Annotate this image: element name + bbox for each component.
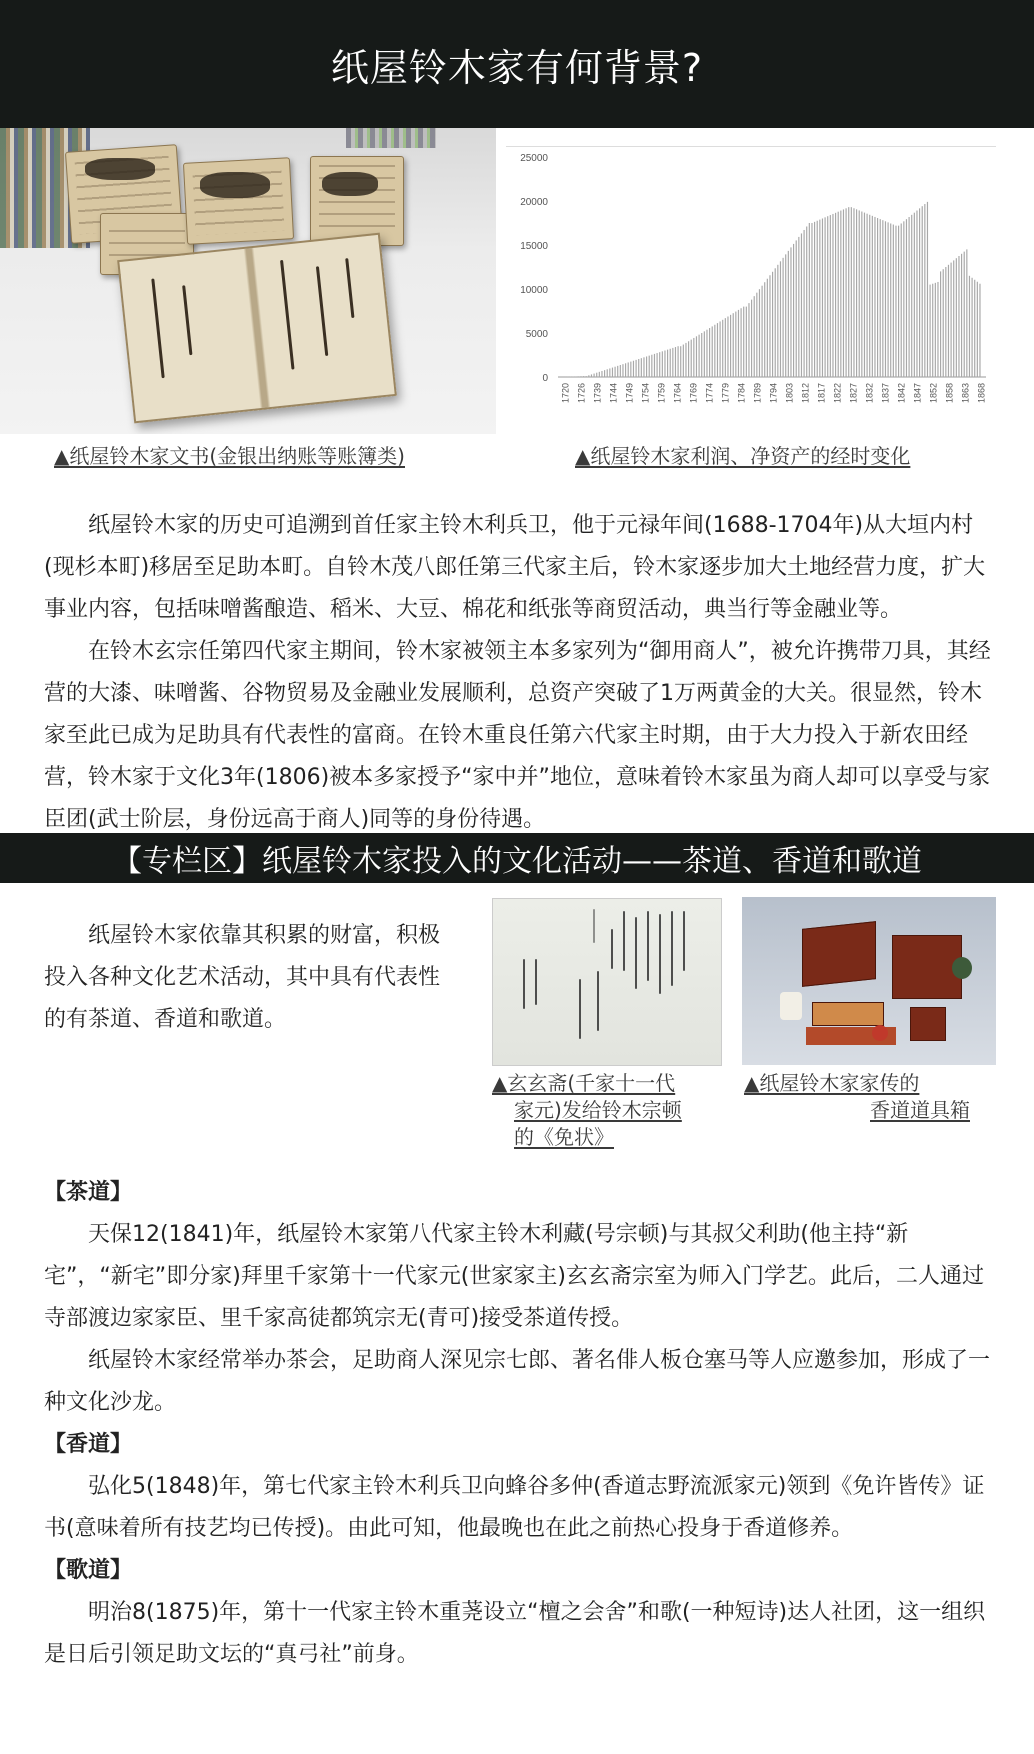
chart-bar: [914, 213, 915, 377]
x-tick-label: 1784: [736, 383, 747, 404]
chart-bar: [659, 352, 660, 377]
chart-bar: [882, 220, 883, 377]
chart-bar: [638, 359, 639, 377]
chart-bar: [806, 226, 807, 377]
chart-bar: [948, 265, 949, 377]
chart-bar: [932, 284, 933, 377]
chart-bar: [827, 216, 828, 377]
chart-bar: [751, 300, 752, 377]
chart-bar: [662, 351, 663, 377]
chart-bar: [609, 368, 610, 377]
chart-bar: [974, 280, 975, 377]
x-tick-label: 1779: [720, 383, 731, 404]
y-tick-label: 20000: [520, 197, 548, 208]
x-tick-label: 1794: [768, 383, 779, 404]
page-title-bar: [0, 0, 1034, 128]
x-tick-label: 1817: [816, 383, 827, 404]
x-tick-label: 1842: [896, 383, 907, 404]
y-tick-label: 15000: [520, 241, 548, 252]
y-tick-label: 10000: [520, 285, 548, 296]
chart-bar: [811, 223, 812, 377]
chart-bar: [840, 211, 841, 377]
x-tick-label: 1720: [560, 383, 571, 404]
chart-bar: [966, 249, 967, 377]
chart-bar: [743, 307, 744, 377]
chart-bar: [964, 252, 965, 377]
chart-bar: [762, 286, 763, 377]
chart-bar: [832, 214, 833, 377]
chart-bar: [727, 317, 728, 378]
tea-paragraph-1: 天保12(1841)年，纸屋铃木家第八代家主铃木利藏(号宗顿)与其叔父利助(他主持“新宅”，“新宅”即分家)拜里千家第十一代家元(世家家主)玄玄斋宗室为师入门学艺。此后，二人通过寺部渡边家家臣、里千家高徒都筑宗无(青可)接受茶道传授。: [44, 1222, 984, 1331]
chart-bar: [709, 328, 710, 377]
chart-bar: [649, 356, 650, 377]
chart-bar: [838, 212, 839, 377]
chart-bar: [764, 282, 765, 377]
x-tick-label: 1774: [704, 383, 715, 404]
chart-bar: [927, 202, 928, 377]
chart-bar: [706, 330, 707, 377]
chart-bar: [977, 282, 978, 377]
culture-sections: [44, 1172, 994, 1676]
chart-bar: [772, 272, 773, 377]
chart-bar: [769, 275, 770, 377]
chart-bar: [670, 349, 671, 377]
chart-bar: [895, 226, 896, 377]
chart-bar: [817, 221, 818, 377]
x-tick-label: 1749: [624, 383, 635, 404]
chart-bar: [877, 218, 878, 377]
chart-bar: [654, 354, 655, 377]
chart-bar: [680, 346, 681, 377]
x-tick-label: 1822: [832, 383, 843, 404]
chart-bar: [903, 221, 904, 377]
chart-bar: [780, 261, 781, 377]
chart-bar: [869, 215, 870, 377]
x-tick-label: 1863: [960, 383, 971, 404]
chart-bar: [588, 375, 589, 377]
chart-bar: [620, 365, 621, 377]
chart-bar: [898, 226, 899, 377]
x-tick-label: 1827: [848, 383, 859, 404]
chart-bar: [909, 217, 910, 377]
chart-bar: [822, 218, 823, 377]
chart-bar: [696, 336, 697, 377]
top-images: [0, 128, 1034, 498]
chart-bar: [759, 289, 760, 377]
chart-bar: [594, 374, 595, 377]
chart-bar: [733, 313, 734, 377]
x-tick-label: 1847: [912, 383, 923, 404]
chart-bar: [607, 369, 608, 377]
chart-bar: [683, 345, 684, 377]
chart-bar: [651, 355, 652, 377]
incense-box-photo: [742, 897, 996, 1065]
chart-bar: [672, 348, 673, 377]
x-tick-label: 1868: [976, 383, 987, 404]
chart-bar: [801, 233, 802, 377]
chart-bar: [793, 244, 794, 377]
x-tick-label: 1852: [928, 383, 939, 404]
poetry-heading: 【歌道】: [44, 1558, 133, 1583]
chart-bar: [853, 208, 854, 377]
chart-bar: [756, 293, 757, 377]
chart-bar: [591, 374, 592, 377]
chart-bar: [856, 209, 857, 377]
chart-bar: [785, 254, 786, 377]
chart-bar: [848, 207, 849, 377]
chart-bar: [843, 209, 844, 377]
chart-bar: [580, 376, 581, 377]
chart-bar: [846, 208, 847, 377]
chart-bar: [861, 212, 862, 377]
chart-bar: [930, 285, 931, 377]
ledger-books-photo: [0, 128, 496, 434]
chart-bar: [735, 312, 736, 377]
chart-bar: [699, 335, 700, 377]
chart-bar: [951, 263, 952, 377]
chart-bar: [741, 308, 742, 377]
chart-bar: [953, 260, 954, 377]
chart-bar: [636, 360, 637, 377]
chart-bar: [893, 225, 894, 377]
chart-bar: [937, 282, 938, 377]
chart-bar: [625, 363, 626, 377]
x-tick-label: 1769: [688, 383, 699, 404]
chart-bar: [578, 376, 579, 377]
chart-bar: [646, 356, 647, 377]
chart-bar: [945, 267, 946, 377]
x-tick-label: 1726: [576, 383, 587, 404]
chart-bar: [888, 222, 889, 377]
intro-text: [44, 505, 994, 841]
chart-bar: [804, 230, 805, 377]
chart-bar: [825, 217, 826, 377]
x-tick-label: 1858: [944, 383, 955, 404]
chart-bar: [693, 338, 694, 377]
chart-bar: [783, 258, 784, 377]
chart-caption: ▲纸屋铃木家利润、净资产的经时变化: [575, 444, 911, 468]
chart-bar: [880, 219, 881, 377]
chart-bar: [790, 247, 791, 377]
chart-bar: [943, 269, 944, 377]
chart-bar: [746, 307, 747, 377]
chart-bar: [754, 296, 755, 377]
certificate-caption: ▲玄玄斋(千家十一代 家元)发给铃木宗顿 的《免状》: [492, 1071, 682, 1149]
chart-bar: [972, 278, 973, 377]
chart-bar: [851, 207, 852, 377]
x-tick-label: 1837: [880, 383, 891, 404]
chart-bar: [767, 279, 768, 377]
x-tick-label: 1759: [656, 383, 667, 404]
x-tick-label: 1744: [608, 383, 619, 404]
y-tick-label: 0: [542, 373, 548, 384]
chart-bar: [738, 310, 739, 377]
chart-bar: [819, 220, 820, 377]
chart-bar: [633, 361, 634, 377]
chart-bar: [725, 318, 726, 377]
chart-bar: [958, 256, 959, 377]
chart-bar: [979, 284, 980, 377]
chart-bar: [678, 346, 679, 377]
chart-bar: [586, 376, 587, 377]
chart-bar: [599, 372, 600, 377]
chart-bar: [867, 214, 868, 377]
intro-paragraph-2: 在铃木玄宗任第四代家主期间，铃木家被领主本多家列为“御用商人”，被允许携带刀具，其经营的大漆、味噌酱、谷物贸易及金融业发展顺利，总资产突破了1万两黄金的大关。很显然，铃木家至此已成为足助具有代表性的富商。在铃木重良任第六代家主时期，由于大力投入于新农田经营，铃木家于文化3年(1806)被本多家授予“家中并”地位，意味着铃木家虽为商人却可以享受与家臣团(武士阶层，身份远高于商人)同等的身份待遇。: [44, 639, 991, 832]
chart-bar: [596, 373, 597, 377]
chart-bar: [830, 215, 831, 377]
chart-bar: [630, 362, 631, 377]
chart-bar: [691, 340, 692, 377]
chart-svg: [506, 147, 996, 437]
column-text: 纸屋铃木家依靠其积累的财富，积极投入各种文化艺术活动，其中具有代表性的有茶道、香道和歌道。: [44, 923, 441, 1032]
chart-bar: [720, 321, 721, 377]
chart-bar: [722, 320, 723, 377]
chart-bar: [796, 240, 797, 377]
chart-bar: [583, 376, 584, 377]
chart-bar: [714, 325, 715, 377]
incense-heading: 【香道】: [44, 1432, 133, 1457]
x-tick-label: 1803: [784, 383, 795, 404]
chart-bar: [814, 222, 815, 377]
chart-bar: [835, 213, 836, 377]
chart-bar: [935, 283, 936, 377]
chart-bar: [885, 221, 886, 377]
chart-bar: [717, 323, 718, 377]
chart-bar: [704, 331, 705, 377]
chart-bar: [874, 217, 875, 377]
column-title: 【专栏区】纸屋铃木家投入的文化活动——茶道、香道和歌道: [112, 844, 922, 879]
x-tick-label: 1789: [752, 383, 763, 404]
chart-bar: [809, 223, 810, 377]
chart-bar: [730, 315, 731, 377]
chart-bar: [701, 333, 702, 377]
chart-bar: [872, 216, 873, 377]
y-tick-label: 25000: [520, 153, 548, 164]
chart-bar: [612, 368, 613, 377]
chart-bar: [604, 370, 605, 377]
intro-paragraph-1: 纸屋铃木家的历史可追溯到首任家主铃木利兵卫，他于元禄年间(1688-1704年)从大垣内村(现杉本町)移居至足助本町。自铃木茂八郎任第三代家主后，铃木家逐步加大土地经营力度，扩大事业内容，包括味噌酱酿造、稻米、大豆、棉花和纸张等商贸活动，典当行等金融业等。: [44, 513, 986, 622]
chart-bar: [906, 219, 907, 377]
chart-bar: [864, 213, 865, 377]
incense-box-caption: ▲纸屋铃木家家传的 香道道具箱: [744, 1071, 970, 1122]
chart-bar: [775, 268, 776, 377]
tea-heading: 【茶道】: [44, 1180, 133, 1205]
chart-bar: [712, 326, 713, 377]
chart-bar: [601, 371, 602, 377]
chart-bar: [667, 350, 668, 377]
chart-bar: [919, 208, 920, 377]
chart-bar: [777, 265, 778, 377]
chart-bar: [788, 251, 789, 377]
chart-bar: [901, 223, 902, 377]
chart-bar: [911, 215, 912, 377]
chart-bar: [969, 276, 970, 377]
poetry-paragraph: 明治8(1875)年，第十一代家主铃木重荛设立“檀之会舍”和歌(一种短诗)达人社团，这一组织是日后引领足助文坛的“真弓社”前身。: [44, 1600, 986, 1667]
page-title: 纸屋铃木家有何背景?: [330, 45, 704, 90]
chart-bar: [628, 362, 629, 377]
chart-bar: [575, 376, 576, 377]
chart-bar: [798, 237, 799, 377]
chart-bar: [688, 341, 689, 377]
chart-bar: [916, 211, 917, 377]
chart-bar: [675, 347, 676, 377]
chart-bar: [924, 204, 925, 377]
chart-bar: [615, 367, 616, 377]
chart-bar: [922, 206, 923, 377]
chart-bar: [622, 364, 623, 377]
ledger-caption: ▲纸屋铃木家文书(金银出纳账等账簿类): [54, 444, 405, 468]
column-title-bar: [0, 833, 1034, 883]
chart-bar: [643, 357, 644, 377]
chart-bar: [641, 358, 642, 377]
x-tick-label: 1764: [672, 383, 683, 404]
incense-paragraph: 弘化5(1848)年，第七代家主铃木利兵卫向蜂谷多仲(香道志野流派家元)领到《免许皆传》证书(意味着所有技艺均已传授)。由此可知，他最晚也在此之前热心投身于香道修养。: [44, 1474, 985, 1541]
chart-bar: [956, 258, 957, 377]
chart-bar: [664, 350, 665, 377]
x-tick-label: 1754: [640, 383, 651, 404]
chart-bar: [685, 343, 686, 377]
chart-bar: [859, 210, 860, 377]
certificate-photo: [492, 898, 722, 1066]
x-tick-label: 1832: [864, 383, 875, 404]
y-tick-label: 5000: [525, 329, 548, 340]
chart-bar: [748, 303, 749, 377]
chart-bar: [940, 271, 941, 377]
chart-bar: [617, 366, 618, 377]
x-tick-label: 1812: [800, 383, 811, 404]
x-tick-label: 1739: [592, 383, 603, 404]
tea-paragraph-2: 纸屋铃木家经常举办茶会，足助商人深见宗七郎、著名俳人板仓塞马等人应邀参加，形成了一种文化沙龙。: [44, 1348, 991, 1415]
chart-bar: [657, 353, 658, 377]
profit-assets-chart: [506, 146, 996, 437]
chart-bar: [961, 254, 962, 377]
chart-bar: [890, 223, 891, 377]
